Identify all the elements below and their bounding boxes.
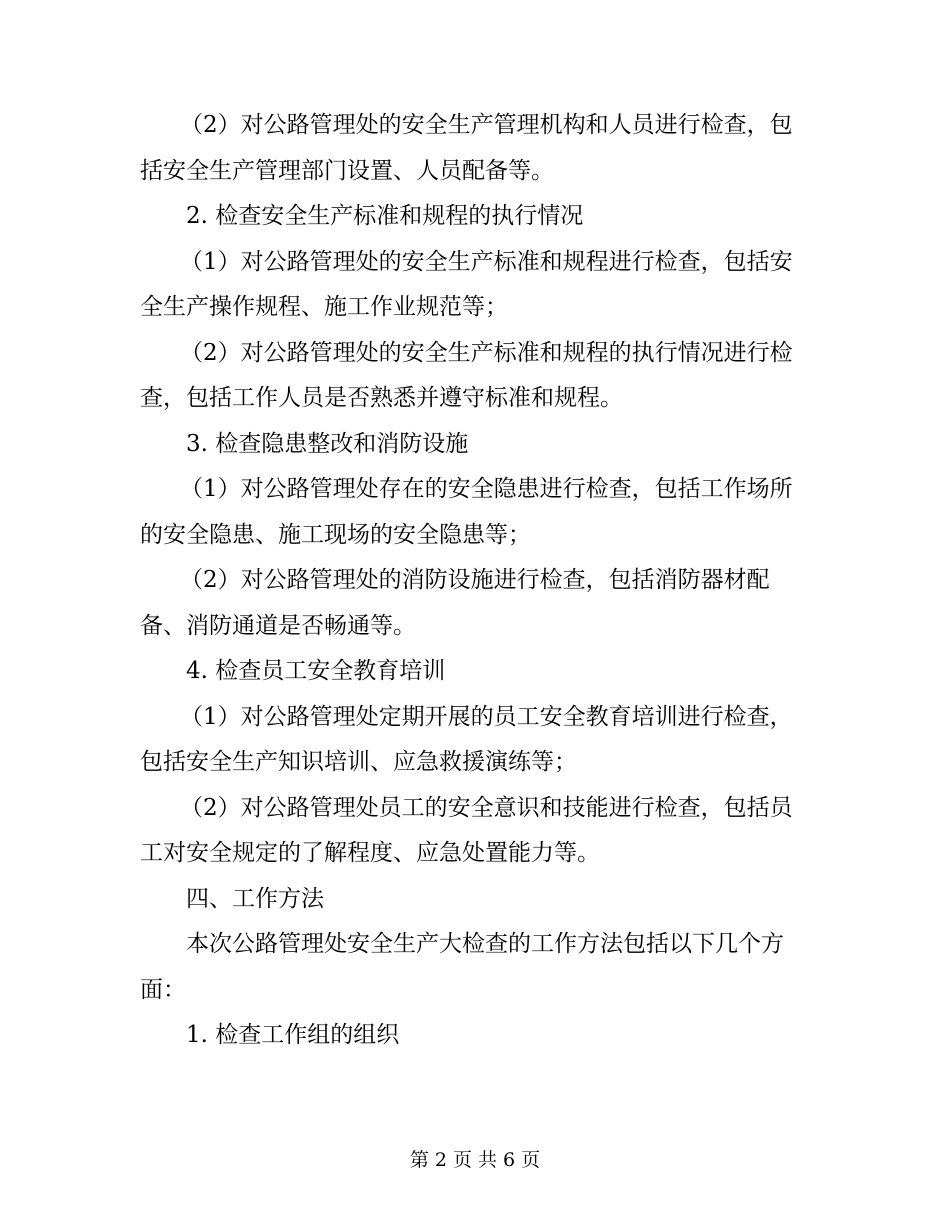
- section-heading: 3. 检查隐患整改和消防设施: [186, 430, 469, 457]
- paragraph-line: （1）对公路管理处的安全生产标准和规程进行检查，包括安: [180, 248, 793, 275]
- paragraph-line: 全生产操作规程、施工作业规范等；: [140, 294, 508, 320]
- paragraph-line: （2）对公路管理处的消防设施进行检查，包括消防器材配: [180, 567, 770, 593]
- paragraph-line: 本次公路管理处安全生产大检查的工作方法包括以下几个方: [186, 931, 784, 957]
- paragraph-line: （2）对公路管理处的安全生产管理机构和人员进行检查，包: [180, 112, 793, 138]
- paragraph-line: 面：: [140, 976, 186, 1003]
- chapter-heading: 四、工作方法: [186, 885, 324, 912]
- paragraph-line: （2）对公路管理处员工的安全意识和技能进行检查，包括员: [180, 794, 793, 821]
- section-heading: 2. 检查安全生产标准和规程的执行情况: [186, 203, 584, 229]
- page-number-footer: 第 2 页 共 6 页: [409, 1149, 541, 1171]
- paragraph-line: （1）对公路管理处定期开展的员工安全教育培训进行检查，: [180, 703, 793, 730]
- paragraph-line: 包括安全生产知识培训、应急救援演练等；: [140, 749, 577, 775]
- document-body: [140, 103, 805, 1059]
- section-heading: 4. 检查员工安全教育培训: [186, 658, 446, 684]
- paragraph-line: 工对安全规定的了解程度、应急处置能力等。: [140, 840, 600, 866]
- paragraph-line: 的安全隐患、施工现场的安全隐患等；: [140, 521, 531, 548]
- paragraph-line: 查，包括工作人员是否熟悉并遵守标准和规程。: [140, 385, 623, 411]
- paragraph-line: 括安全生产管理部门设置、人员配备等。: [140, 157, 554, 184]
- paragraph-line: 备、消防通道是否畅通等。: [140, 612, 416, 639]
- section-heading: 1. 检查工作组的组织: [186, 1022, 400, 1048]
- paragraph-line: （1）对公路管理处存在的安全隐患进行检查，包括工作场所: [180, 476, 793, 502]
- paragraph-line: （2）对公路管理处的安全生产标准和规程的执行情况进行检: [180, 339, 793, 366]
